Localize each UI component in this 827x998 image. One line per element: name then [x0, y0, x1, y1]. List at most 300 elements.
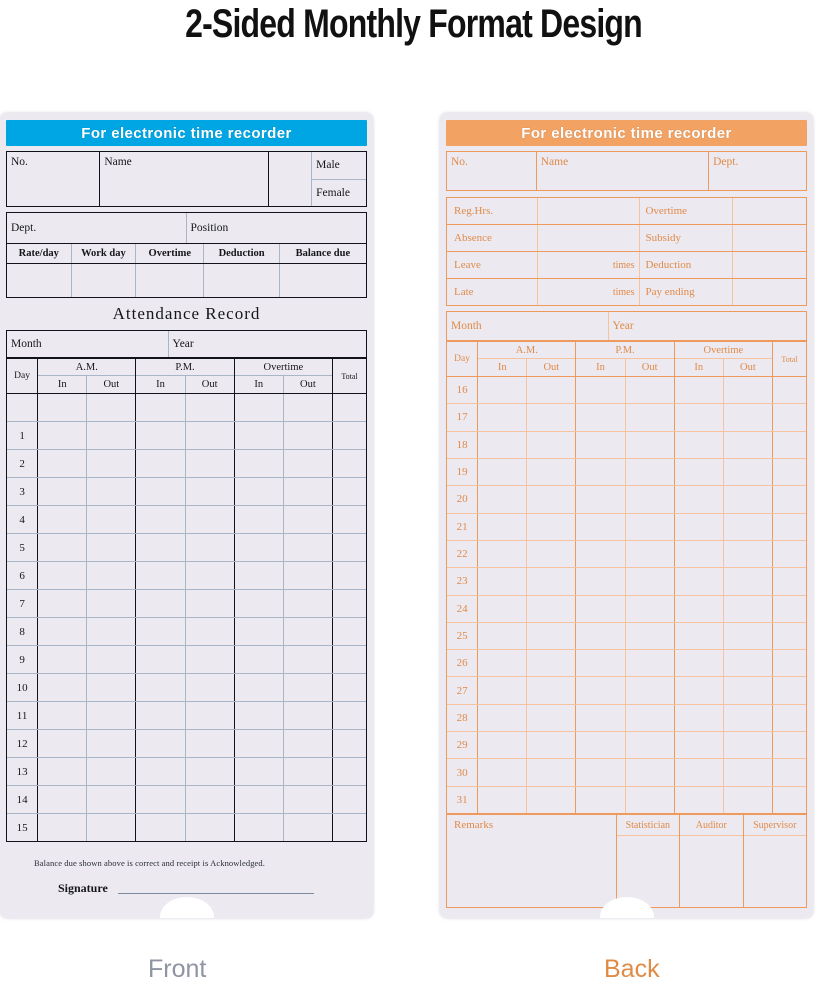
- cell-ot-in[interactable]: [235, 422, 284, 449]
- cell-pm-in[interactable]: [576, 486, 625, 512]
- cell-ot-out[interactable]: [284, 534, 333, 561]
- cell-am-out[interactable]: [527, 787, 576, 813]
- cell-am-in[interactable]: [478, 650, 527, 676]
- cell-am-out[interactable]: [87, 590, 136, 617]
- cell-ot-out[interactable]: [284, 730, 333, 757]
- cell-am-in[interactable]: [478, 596, 527, 622]
- cell-ot-out[interactable]: [724, 514, 773, 540]
- cell-am-out[interactable]: [527, 432, 576, 458]
- front-pay-value-1[interactable]: [72, 264, 137, 297]
- table-row: [447, 732, 806, 759]
- cell-ot-in[interactable]: [675, 596, 724, 622]
- cell-am-out[interactable]: [527, 486, 576, 512]
- back-th-pm-in: In: [576, 359, 625, 376]
- cell-ot-in[interactable]: [675, 432, 724, 458]
- cell-am-in[interactable]: [38, 674, 87, 701]
- front-pay-header-3: Deduction: [204, 244, 279, 263]
- cell-ot-in[interactable]: [235, 814, 284, 841]
- back-footer-sign-auditor[interactable]: [680, 836, 742, 907]
- cell-pm-in[interactable]: [576, 404, 625, 430]
- cell-ot-in[interactable]: [235, 394, 284, 421]
- cell-ot-out[interactable]: [724, 705, 773, 731]
- cell-am-in[interactable]: [478, 459, 527, 485]
- back-th-am-in: In: [478, 359, 527, 376]
- cell-am-out[interactable]: [527, 596, 576, 622]
- row-day-number: 29: [447, 732, 478, 758]
- cell-total[interactable]: [333, 562, 366, 589]
- back-th-pm-out: Out: [641, 362, 658, 373]
- cell-am-out[interactable]: [527, 759, 576, 785]
- cell-am-in[interactable]: [478, 486, 527, 512]
- cell-am-in[interactable]: [478, 404, 527, 430]
- cell-am-out[interactable]: [87, 786, 136, 813]
- cell-ot-in[interactable]: [235, 590, 284, 617]
- cell-ot-out[interactable]: [284, 674, 333, 701]
- cell-am-in[interactable]: [38, 394, 87, 421]
- cell-ot-out[interactable]: [284, 562, 333, 589]
- cell-ot-in[interactable]: [235, 702, 284, 729]
- cell-pm-in[interactable]: [576, 787, 625, 813]
- cell-am-out[interactable]: [87, 562, 136, 589]
- cell-pm-out[interactable]: [186, 758, 235, 785]
- back-th-day: Day: [447, 342, 478, 376]
- front-pay-header-row: [6, 244, 367, 264]
- front-pay-value-4[interactable]: [280, 264, 366, 297]
- front-monthyear-block: [6, 330, 367, 358]
- cell-total[interactable]: [333, 730, 366, 757]
- cell-am-in[interactable]: [478, 568, 527, 594]
- cell-ot-in[interactable]: [675, 677, 724, 703]
- cell-ot-out[interactable]: [724, 787, 773, 813]
- cell-pm-in[interactable]: [136, 450, 185, 477]
- cell-ot-in[interactable]: [675, 459, 724, 485]
- cell-total[interactable]: [773, 596, 806, 622]
- cell-pm-out[interactable]: [186, 394, 235, 421]
- cell-pm-out[interactable]: [626, 568, 675, 594]
- cell-pm-in[interactable]: [136, 590, 185, 617]
- front-name-label: Name: [100, 152, 269, 206]
- row-day-number: 9: [7, 646, 38, 673]
- cell-pm-in[interactable]: [136, 506, 185, 533]
- cell-total[interactable]: [333, 394, 366, 421]
- row-day-number: 8: [7, 618, 38, 645]
- cell-ot-in[interactable]: [235, 730, 284, 757]
- back-th-group-pm: [576, 342, 674, 376]
- cell-ot-out[interactable]: [284, 478, 333, 505]
- cell-total[interactable]: [333, 674, 366, 701]
- table-row: [7, 478, 366, 506]
- cell-ot-in[interactable]: [675, 705, 724, 731]
- cell-ot-in[interactable]: [675, 759, 724, 785]
- cell-ot-in[interactable]: [235, 646, 284, 673]
- cell-ot-in[interactable]: [675, 404, 724, 430]
- cell-pm-out[interactable]: [626, 732, 675, 758]
- row-day-number: 7: [7, 590, 38, 617]
- cell-pm-in[interactable]: [136, 534, 185, 561]
- table-row: [7, 534, 366, 562]
- front-pay-value-0[interactable]: [7, 264, 72, 297]
- cell-am-out[interactable]: [527, 568, 576, 594]
- back-summary-left-value[interactable]: [538, 225, 641, 251]
- back-summary-left-value[interactable]: [538, 198, 641, 224]
- cell-total[interactable]: [333, 534, 366, 561]
- cell-total[interactable]: [773, 568, 806, 594]
- cell-pm-out[interactable]: [186, 478, 235, 505]
- row-day-number: 26: [447, 650, 478, 676]
- cell-am-out[interactable]: [527, 732, 576, 758]
- cell-ot-out[interactable]: [284, 422, 333, 449]
- table-row: [7, 618, 366, 646]
- table-row: [447, 404, 806, 431]
- front-pay-value-2[interactable]: [136, 264, 204, 297]
- cell-ot-out[interactable]: [284, 450, 333, 477]
- cell-ot-in[interactable]: [675, 787, 724, 813]
- cell-am-in[interactable]: [38, 786, 87, 813]
- cell-am-in[interactable]: [478, 677, 527, 703]
- cell-total[interactable]: [773, 404, 806, 430]
- cell-ot-out[interactable]: [724, 377, 773, 403]
- cell-pm-out[interactable]: [626, 787, 675, 813]
- front-pay-header-1: Work day: [72, 244, 137, 263]
- cell-ot-out[interactable]: [284, 394, 333, 421]
- cell-am-out[interactable]: [87, 478, 136, 505]
- back-footer-col-statistician: [617, 815, 680, 907]
- cell-pm-out[interactable]: [626, 596, 675, 622]
- cell-pm-out[interactable]: [186, 450, 235, 477]
- cell-total[interactable]: [333, 646, 366, 673]
- cell-pm-out[interactable]: [186, 786, 235, 813]
- cell-am-out[interactable]: [87, 730, 136, 757]
- cell-total[interactable]: [333, 702, 366, 729]
- cell-ot-in[interactable]: [675, 514, 724, 540]
- cell-pm-in[interactable]: [136, 674, 185, 701]
- cell-am-out[interactable]: [87, 450, 136, 477]
- cell-pm-out[interactable]: [186, 702, 235, 729]
- cell-am-in[interactable]: [38, 590, 87, 617]
- front-pay-value-3[interactable]: [204, 264, 279, 297]
- back-summary-right-value[interactable]: [733, 279, 806, 305]
- cell-ot-in[interactable]: [675, 541, 724, 567]
- cell-ot-in[interactable]: [235, 618, 284, 645]
- cell-total[interactable]: [773, 623, 806, 649]
- cell-pm-out[interactable]: [186, 618, 235, 645]
- back-summary-left-value[interactable]: times: [538, 279, 641, 305]
- back-attendance-table: [446, 341, 807, 814]
- cell-pm-in[interactable]: [136, 814, 185, 841]
- cell-pm-in[interactable]: [136, 702, 185, 729]
- cell-ot-in[interactable]: [675, 486, 724, 512]
- row-day-number: 23: [447, 568, 478, 594]
- cell-pm-in[interactable]: [576, 596, 625, 622]
- cell-ot-in[interactable]: [235, 506, 284, 533]
- back-identity-row: [446, 151, 807, 191]
- cell-ot-out[interactable]: [724, 650, 773, 676]
- back-summary-left-value[interactable]: times: [538, 252, 641, 278]
- back-summary-row: [446, 197, 807, 225]
- timecard-back: [440, 113, 813, 918]
- cell-total[interactable]: [773, 759, 806, 785]
- cell-am-in[interactable]: [478, 787, 527, 813]
- cell-ot-in[interactable]: [235, 562, 284, 589]
- cell-am-out[interactable]: [527, 650, 576, 676]
- front-identity-row: [6, 151, 367, 207]
- row-day-number: 17: [447, 404, 478, 430]
- cell-total[interactable]: [773, 732, 806, 758]
- cell-ot-out[interactable]: [284, 646, 333, 673]
- front-pay-header-4: Balance due: [295, 248, 351, 259]
- cell-pm-out[interactable]: [626, 541, 675, 567]
- cell-total[interactable]: [773, 432, 806, 458]
- cell-pm-out[interactable]: [186, 814, 235, 841]
- cell-am-in[interactable]: [478, 377, 527, 403]
- back-summary-right-value[interactable]: [733, 198, 806, 224]
- cell-ot-in[interactable]: [675, 377, 724, 403]
- front-th-group-am: [38, 359, 136, 393]
- cell-pm-in[interactable]: [576, 432, 625, 458]
- back-footer-col-supervisor: [744, 815, 806, 907]
- cell-pm-in[interactable]: [576, 459, 625, 485]
- cell-am-out[interactable]: [87, 422, 136, 449]
- cell-pm-in[interactable]: [136, 730, 185, 757]
- cell-am-out[interactable]: [87, 534, 136, 561]
- cell-total[interactable]: [333, 786, 366, 813]
- cell-am-out[interactable]: [87, 702, 136, 729]
- cell-total[interactable]: [773, 541, 806, 567]
- cell-ot-in[interactable]: [235, 534, 284, 561]
- cell-ot-out[interactable]: [724, 623, 773, 649]
- cell-am-in[interactable]: [38, 618, 87, 645]
- cell-ot-in[interactable]: [235, 674, 284, 701]
- cell-pm-in[interactable]: [576, 541, 625, 567]
- cell-pm-in[interactable]: [576, 514, 625, 540]
- cell-am-in[interactable]: [478, 705, 527, 731]
- cell-ot-in[interactable]: [675, 732, 724, 758]
- cell-am-in[interactable]: [478, 541, 527, 567]
- cell-pm-out[interactable]: [186, 590, 235, 617]
- cell-pm-in[interactable]: [136, 786, 185, 813]
- cell-am-out[interactable]: [87, 618, 136, 645]
- cell-total[interactable]: [333, 450, 366, 477]
- cell-ot-out[interactable]: [724, 732, 773, 758]
- cell-pm-out[interactable]: [626, 677, 675, 703]
- cell-total[interactable]: [333, 618, 366, 645]
- cell-pm-in[interactable]: [136, 394, 185, 421]
- cell-pm-in[interactable]: [576, 568, 625, 594]
- cell-ot-out[interactable]: [724, 568, 773, 594]
- cell-am-in[interactable]: [38, 450, 87, 477]
- cell-pm-in[interactable]: [136, 646, 185, 673]
- cell-pm-out[interactable]: [186, 562, 235, 589]
- cell-ot-out[interactable]: [724, 541, 773, 567]
- back-summary-right-value[interactable]: [733, 225, 806, 251]
- cell-am-in[interactable]: [38, 562, 87, 589]
- cell-pm-out[interactable]: [626, 705, 675, 731]
- back-summary-row: [446, 279, 807, 306]
- cell-pm-in[interactable]: [576, 650, 625, 676]
- cell-pm-in[interactable]: [576, 759, 625, 785]
- cell-ot-in[interactable]: [235, 786, 284, 813]
- front-th-day: Day: [7, 359, 38, 393]
- cell-am-out[interactable]: [527, 677, 576, 703]
- cell-total[interactable]: [773, 650, 806, 676]
- back-summary-right-value[interactable]: [733, 252, 806, 278]
- cell-total[interactable]: [773, 787, 806, 813]
- cell-ot-out[interactable]: [724, 432, 773, 458]
- cell-pm-out[interactable]: [626, 486, 675, 512]
- cell-am-out[interactable]: [527, 404, 576, 430]
- cell-pm-in[interactable]: [576, 377, 625, 403]
- cell-ot-in[interactable]: [235, 450, 284, 477]
- cell-pm-out[interactable]: [626, 459, 675, 485]
- cell-ot-in[interactable]: [235, 758, 284, 785]
- back-footer-col-auditor: [680, 815, 743, 907]
- cell-pm-out[interactable]: [186, 730, 235, 757]
- cell-ot-out[interactable]: [724, 759, 773, 785]
- back-table-body: [446, 377, 807, 814]
- cell-pm-out[interactable]: [626, 404, 675, 430]
- back-footer-row: [446, 814, 807, 908]
- front-th-ot-out: Out: [300, 379, 316, 390]
- table-row: [447, 596, 806, 623]
- cell-total[interactable]: [333, 758, 366, 785]
- row-day-number: 5: [7, 534, 38, 561]
- back-footer-sign-supervisor[interactable]: [744, 836, 806, 907]
- front-year-label: Year: [172, 338, 194, 350]
- cell-pm-in[interactable]: [136, 758, 185, 785]
- cell-total[interactable]: [773, 377, 806, 403]
- cell-am-out[interactable]: [87, 674, 136, 701]
- back-summary-block: [446, 197, 807, 306]
- cell-ot-in[interactable]: [675, 650, 724, 676]
- cell-ot-out[interactable]: [284, 786, 333, 813]
- front-signature-line[interactable]: [118, 893, 314, 894]
- row-day-number: 24: [447, 596, 478, 622]
- row-day-number: 11: [7, 702, 38, 729]
- cell-pm-in[interactable]: [576, 732, 625, 758]
- row-day-number: 30: [447, 759, 478, 785]
- cell-total[interactable]: [773, 705, 806, 731]
- table-row: [7, 646, 366, 674]
- cell-am-in[interactable]: [38, 702, 87, 729]
- cell-am-out[interactable]: [527, 623, 576, 649]
- row-day-number: 12: [7, 730, 38, 757]
- cell-am-in[interactable]: [38, 534, 87, 561]
- cell-pm-out[interactable]: [626, 759, 675, 785]
- cell-pm-out[interactable]: [626, 514, 675, 540]
- cell-pm-out[interactable]: [186, 506, 235, 533]
- cell-ot-out[interactable]: [284, 618, 333, 645]
- cell-pm-in[interactable]: [136, 422, 185, 449]
- cell-ot-out[interactable]: [284, 814, 333, 841]
- cell-ot-out[interactable]: [284, 758, 333, 785]
- cell-am-in[interactable]: [38, 814, 87, 841]
- back-name-label: Name: [537, 152, 709, 190]
- cell-pm-out[interactable]: [186, 422, 235, 449]
- cell-pm-in[interactable]: [136, 562, 185, 589]
- front-month-label: Month: [7, 331, 169, 357]
- cell-am-in[interactable]: [478, 623, 527, 649]
- cell-ot-out[interactable]: [724, 486, 773, 512]
- cell-ot-out[interactable]: [724, 459, 773, 485]
- cell-ot-out[interactable]: [284, 702, 333, 729]
- row-day-number: 31: [447, 787, 478, 813]
- cell-ot-out[interactable]: [284, 506, 333, 533]
- cell-am-in[interactable]: [38, 422, 87, 449]
- cell-total[interactable]: [773, 514, 806, 540]
- cell-pm-out[interactable]: [626, 432, 675, 458]
- cell-am-out[interactable]: [87, 814, 136, 841]
- cell-total[interactable]: [773, 459, 806, 485]
- back-th-total: Total: [781, 354, 798, 364]
- cell-pm-out[interactable]: [626, 377, 675, 403]
- cell-total[interactable]: [333, 506, 366, 533]
- cell-am-in[interactable]: [478, 759, 527, 785]
- cell-am-in[interactable]: [38, 506, 87, 533]
- cell-ot-out[interactable]: [284, 590, 333, 617]
- cell-total[interactable]: [333, 422, 366, 449]
- cell-pm-in[interactable]: [576, 705, 625, 731]
- cell-pm-out[interactable]: [186, 674, 235, 701]
- cell-am-out[interactable]: [527, 541, 576, 567]
- cell-ot-in[interactable]: [675, 623, 724, 649]
- cell-am-in[interactable]: [478, 732, 527, 758]
- back-footer: [446, 814, 807, 908]
- cell-am-out[interactable]: [87, 394, 136, 421]
- cell-pm-in[interactable]: [136, 478, 185, 505]
- cell-am-in[interactable]: [38, 646, 87, 673]
- cell-am-out[interactable]: [87, 646, 136, 673]
- cell-pm-in[interactable]: [576, 623, 625, 649]
- cell-pm-out[interactable]: [626, 623, 675, 649]
- page-title: 2-Sided Monthly Format Design: [185, 2, 642, 46]
- cell-pm-out[interactable]: [626, 650, 675, 676]
- cell-total[interactable]: [333, 478, 366, 505]
- cell-total[interactable]: [333, 814, 366, 841]
- cell-total[interactable]: [333, 590, 366, 617]
- cell-am-in[interactable]: [38, 730, 87, 757]
- back-banner: For electronic time recorder: [446, 120, 807, 146]
- cell-am-out[interactable]: [527, 377, 576, 403]
- back-th-pm: P.M.: [576, 342, 673, 359]
- cell-am-in[interactable]: [38, 758, 87, 785]
- cell-am-out[interactable]: [527, 514, 576, 540]
- cell-pm-out[interactable]: [186, 646, 235, 673]
- cell-ot-out[interactable]: [724, 404, 773, 430]
- cell-am-out[interactable]: [87, 758, 136, 785]
- cell-am-out[interactable]: [87, 506, 136, 533]
- table-row: [7, 786, 366, 814]
- cell-am-in[interactable]: [478, 514, 527, 540]
- cell-am-out[interactable]: [527, 705, 576, 731]
- back-monthyear-row: [446, 311, 807, 341]
- table-row: [447, 677, 806, 704]
- cell-ot-in[interactable]: [235, 478, 284, 505]
- cell-pm-out[interactable]: [186, 534, 235, 561]
- cell-am-in[interactable]: [38, 478, 87, 505]
- front-dept-row: [6, 212, 367, 244]
- cell-total[interactable]: [773, 486, 806, 512]
- cell-ot-out[interactable]: [724, 596, 773, 622]
- cell-am-out[interactable]: [527, 459, 576, 485]
- cell-pm-in[interactable]: [576, 677, 625, 703]
- cell-ot-out[interactable]: [724, 677, 773, 703]
- front-male-label: Male: [312, 152, 366, 180]
- cell-total[interactable]: [773, 677, 806, 703]
- cell-ot-in[interactable]: [675, 568, 724, 594]
- cell-pm-in[interactable]: [136, 618, 185, 645]
- caption-back: Back: [604, 955, 660, 983]
- cell-am-in[interactable]: [478, 432, 527, 458]
